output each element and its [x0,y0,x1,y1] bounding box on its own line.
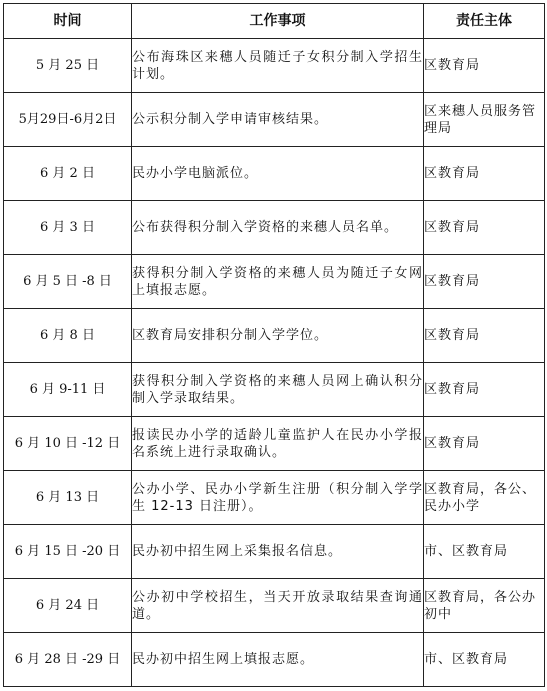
item-cell: 公布海珠区来穗人员随迁子女积分制入学招生计划。 [132,39,424,93]
time-cell: 6 月 28 日 -29 日 [4,633,132,687]
item-cell: 民办初中招生网上填报志愿。 [132,633,424,687]
owner-cell: 市、区教育局 [424,633,545,687]
header-owner: 责任主体 [424,4,545,39]
time-cell: 6 月 8 日 [4,309,132,363]
item-cell: 民办初中招生网上采集报名信息。 [132,525,424,579]
table-row [4,93,545,147]
table-row [4,525,545,579]
owner-cell: 区教育局 [424,147,545,201]
item-cell: 公办初中学校招生，当天开放录取结果查询通道。 [132,579,424,633]
time-cell: 6 月 9-11 日 [4,363,132,417]
time-cell: 6 月 24 日 [4,579,132,633]
table-row [4,201,545,255]
table-row [4,417,545,471]
owner-cell: 区教育局 [424,255,545,309]
time-cell: 5月29日-6月2日 [4,93,132,147]
table-row [4,309,545,363]
table-row [4,255,545,309]
table-row [4,471,545,525]
schedule-table [3,3,545,687]
owner-cell: 区教育局 [424,363,545,417]
owner-cell: 区教育局 [424,417,545,471]
owner-cell: 区教育局，各公、民办小学 [424,471,545,525]
owner-cell: 市、区教育局 [424,525,545,579]
header-time: 时间 [4,4,132,39]
item-cell: 公示积分制入学申请审核结果。 [132,93,424,147]
item-cell: 报读民办小学的适龄儿童监护人在民办小学报名系统上进行录取确认。 [132,417,424,471]
time-cell: 6 月 2 日 [4,147,132,201]
time-cell: 5 月 25 日 [4,39,132,93]
time-cell: 6 月 5 日 -8 日 [4,255,132,309]
table-row [4,39,545,93]
table-row [4,579,545,633]
owner-cell: 区教育局 [424,309,545,363]
item-cell: 公办小学、民办小学新生注册（积分制入学学生 12-13 日注册）。 [132,471,424,525]
table-row [4,633,545,687]
item-cell: 获得积分制入学资格的来穗人员网上确认积分制入学录取结果。 [132,363,424,417]
header-row [4,4,545,39]
item-cell: 民办小学电脑派位。 [132,147,424,201]
header-item: 工作事项 [132,4,424,39]
time-cell: 6 月 3 日 [4,201,132,255]
owner-cell: 区教育局 [424,201,545,255]
item-cell: 区教育局安排积分制入学学位。 [132,309,424,363]
owner-cell: 区教育局 [424,39,545,93]
owner-cell: 区来穗人员服务管理局 [424,93,545,147]
item-cell: 公布获得积分制入学资格的来穗人员名单。 [132,201,424,255]
table-body [4,39,545,687]
time-cell: 6 月 10 日 -12 日 [4,417,132,471]
table-row [4,363,545,417]
table-header [4,4,545,39]
table-row [4,147,545,201]
time-cell: 6 月 13 日 [4,471,132,525]
owner-cell: 区教育局，各公办初中 [424,579,545,633]
time-cell: 6 月 15 日 -20 日 [4,525,132,579]
item-cell: 获得积分制入学资格的来穗人员为随迁子女网上填报志愿。 [132,255,424,309]
